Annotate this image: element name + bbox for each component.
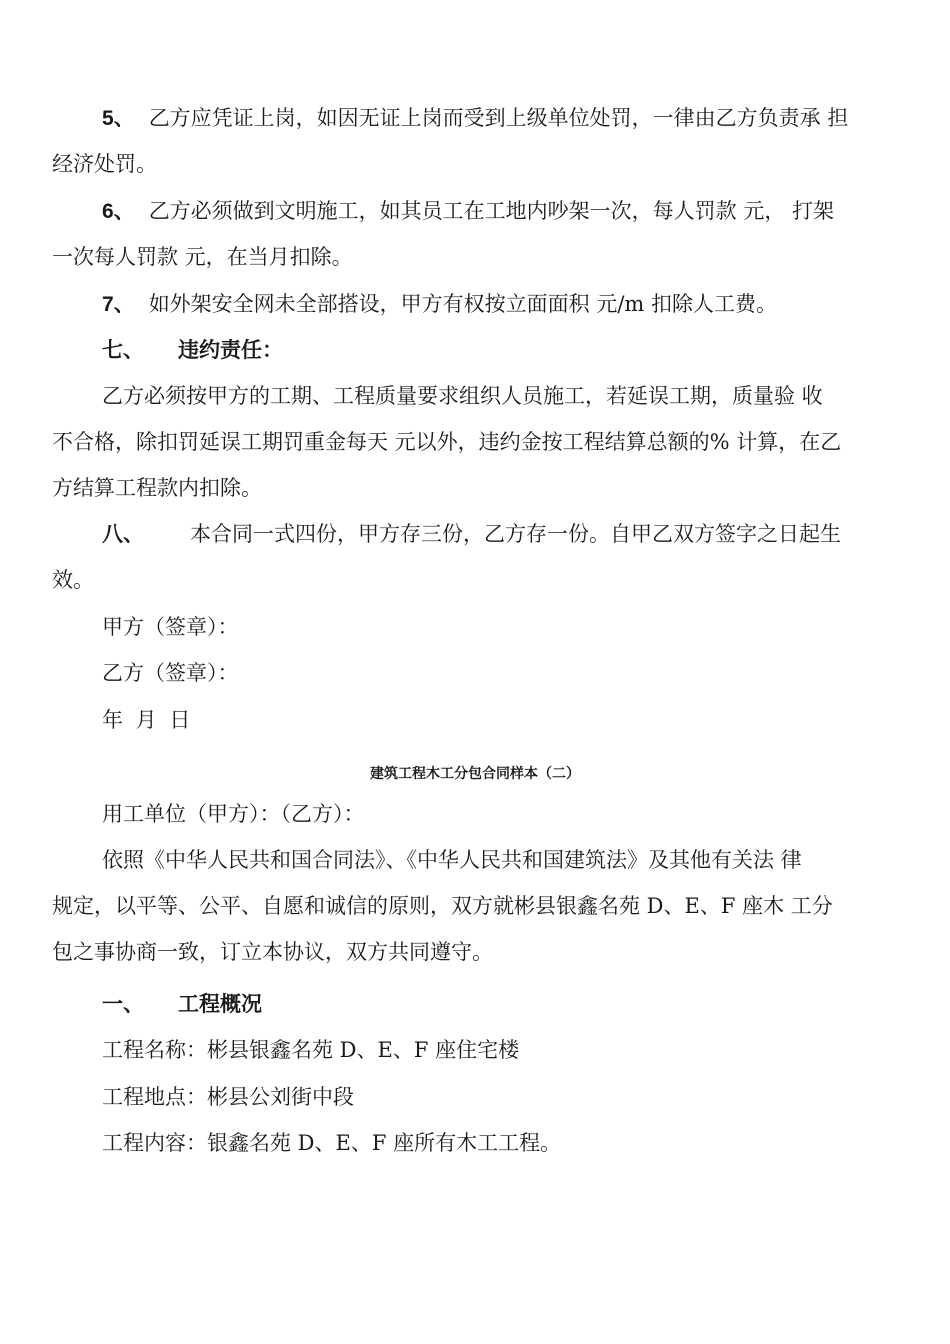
clause-5-text: 乙方应凭证上岗，如因无证上岗而受到上级单位处罚，一律由乙方负责承 担 xyxy=(148,106,849,130)
clause-7-text: 如外架安全网未全部搭设，甲方有权按立面面积 元/m 扣除人工费。 xyxy=(148,292,778,316)
clause-6-number: 6、 xyxy=(102,200,135,223)
clause-6-line-2: 一次每人罚款 元，在当月扣除。 xyxy=(52,245,353,269)
intro-line-1: 依照《中华人民共和国合同法》、《中华人民共和国建筑法》及其他有关法 律 xyxy=(102,848,802,872)
clause-6-line-1 xyxy=(102,196,834,227)
signature-party-b: 乙方（签章）： xyxy=(102,661,239,685)
project-content: 工程内容：银鑫名苑 D、E、F 座所有木工工程。 xyxy=(102,1131,562,1155)
section-8-text: 本合同一式四份，甲方存三份，乙方存一份。自甲乙双方签字之日起生 xyxy=(190,522,841,546)
intro-line-3: 包之事协商一致，订立本协议，双方共同遵守。 xyxy=(52,940,493,964)
section-1-heading xyxy=(102,989,262,1019)
section-7-heading xyxy=(102,335,283,365)
clause-5-line-1 xyxy=(102,103,848,134)
clause-7-number: 7、 xyxy=(102,293,135,316)
section-7-title: 违约责任： xyxy=(178,337,283,362)
section-7-paragraph-line-3: 方结算工程款内扣除。 xyxy=(52,476,262,500)
signature-party-a: 甲方（签章）： xyxy=(102,615,239,639)
section-8-line-1 xyxy=(102,519,841,549)
section-7-number: 七、 xyxy=(102,337,144,362)
clause-5-number: 5、 xyxy=(102,107,135,130)
clause-6-text: 乙方必须做到文明施工，如其员工在工地内吵架一次，每人罚款 元， 打架 xyxy=(148,199,835,223)
contract-2-title: 建筑工程木工分包合同样本（二） xyxy=(370,766,580,782)
section-8-number: 八、 xyxy=(102,521,144,546)
clause-5-line-2: 经济处罚。 xyxy=(52,152,157,176)
clause-7-line xyxy=(102,289,777,320)
section-1-number: 一、 xyxy=(102,991,144,1016)
signature-date: 年 月 日 xyxy=(102,708,191,732)
employer-line: 用工单位（甲方）：（乙方）： xyxy=(102,802,365,826)
section-1-title: 工程概况 xyxy=(178,991,262,1016)
intro-line-2: 规定，以平等、公平、自愿和诚信的原则，双方就彬县银鑫名苑 D、E、F 座木 工分 xyxy=(52,894,833,918)
section-7-paragraph-line-1: 乙方必须按甲方的工期、工程质量要求组织人员施工，若延误工期，质量验 收 xyxy=(102,384,823,408)
section-8-line-2: 效。 xyxy=(52,568,94,592)
section-7-paragraph-line-2: 不合格，除扣罚延误工期罚重金每天 元以外，违约金按工程结算总额的% 计算，在乙 xyxy=(52,430,842,454)
project-location: 工程地点：彬县公刘街中段 xyxy=(102,1085,354,1109)
project-name: 工程名称：彬县银鑫名苑 D、E、F 座住宅楼 xyxy=(102,1038,520,1062)
